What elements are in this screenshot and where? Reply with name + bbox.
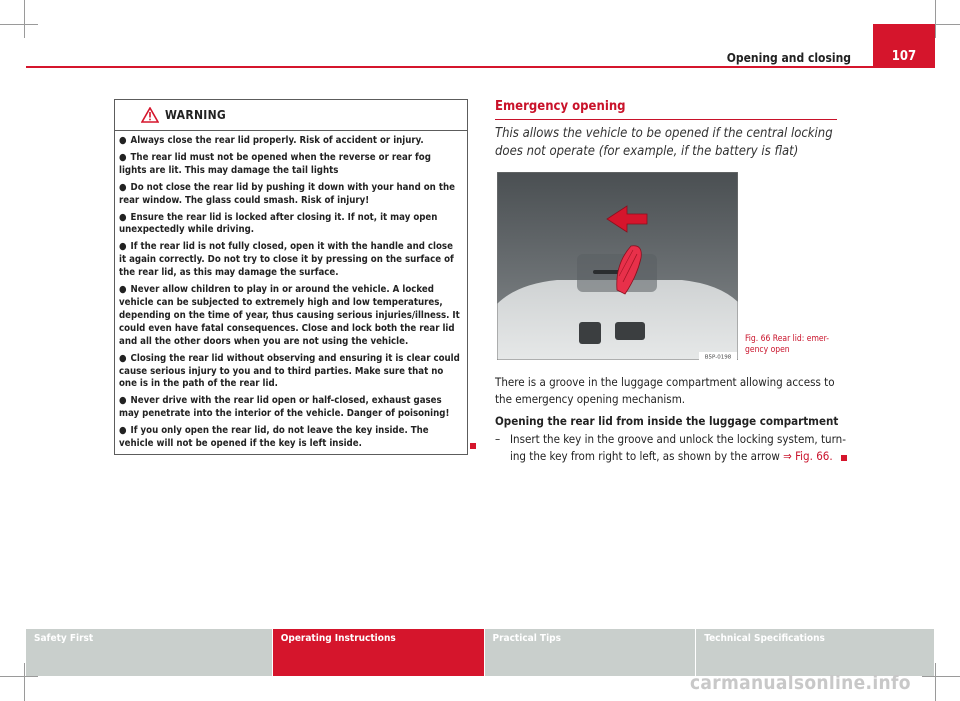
step-text: Insert the key in the groove and unlock the locking system, turn-ing the key from right to left, as shown by the arrow [510, 432, 846, 463]
header-rule [26, 66, 934, 68]
crop-mark [935, 0, 936, 38]
section-rule [495, 119, 837, 120]
warning-item: ● Never drive with the rear lid open or half-closed, exhaust gases may penetrate into the interior of the vehicle. Danger of poisoning! [119, 395, 450, 420]
tab-technical-specifications[interactable]: Technical Specifications [696, 629, 934, 676]
tab-practical-tips[interactable]: Practical Tips [485, 629, 696, 676]
crop-mark [922, 676, 960, 677]
warning-box [114, 99, 468, 455]
crop-mark [24, 0, 25, 38]
section-end-mark [841, 455, 847, 461]
crop-mark [935, 663, 936, 701]
figure-reference-link[interactable]: ⇒ Fig. 66. [783, 449, 833, 463]
warning-header [115, 100, 467, 131]
warning-item: ● Ensure the rear lid is locked after closing it. If not, it may open unexpectedly while driving. [119, 211, 438, 236]
crop-mark [0, 24, 38, 25]
tab-safety-first[interactable]: Safety First [26, 629, 272, 676]
body-paragraph: There is a groove in the luggage compartment allowing access to the emergency opening mechanism. [495, 375, 835, 406]
running-header: Opening and closing [726, 51, 851, 65]
step-dash: – [495, 432, 501, 446]
warning-title: WARNING [165, 108, 227, 122]
warning-item: ● If you only open the rear lid, do not leave the key inside. The vehicle will not be opened if the key is left inside. [119, 425, 429, 450]
section-title: Emergency opening [495, 99, 626, 114]
warning-item: ● The rear lid must not be opened when the reverse or rear fog lights are lit. This may damage the tail lights [119, 151, 431, 176]
warning-item: ● Do not close the rear lid by pushing it down with your hand on the rear window. The glass could smash. Risk of injury! [119, 181, 455, 206]
step-subheading: Opening the rear lid from inside the luggage compartment [495, 414, 839, 428]
rear-lid-emergency-figure [497, 172, 738, 360]
instruction-step [495, 431, 847, 465]
page-number: 107 [873, 24, 935, 68]
warning-list [115, 131, 467, 451]
warning-triangle-icon [141, 107, 159, 123]
tab-operating-instructions[interactable]: Operating Instructions [273, 629, 484, 676]
warning-item: ● If the rear lid is not fully closed, open it with the handle and close it again correctly. Do not try to close it by pressing on the surface of the rear lid, as this may damage the surface. [119, 241, 454, 279]
crop-mark [24, 663, 25, 701]
crop-mark [0, 676, 38, 677]
warning-item: ● Never allow children to play in or around the vehicle. A locked vehicle can be subjected to extremely high and low temperatures, depending on the time of year, thus causing serious injuries/illness. It could even have fatal consequences. Close and lock both the rear lid and all the other doors when you are not using the vehicle. [119, 284, 460, 347]
figure-caption: Fig. 66 Rear lid: emer-gency open [745, 334, 829, 355]
watermark: carmanualsonline.info [690, 672, 911, 694]
warning-item: ● Always close the rear lid properly. Risk of accident or injury. [119, 135, 424, 146]
section-intro: This allows the vehicle to be opened if the central locking does not operate (for example, if the battery is flat) [495, 126, 833, 159]
warning-end-mark [470, 443, 476, 449]
chapter-tabs [26, 629, 934, 676]
figure-code-label: B5P-0198 [704, 354, 732, 360]
warning-item: ● Closing the rear lid without observing and ensuring it is clear could cause serious injury to you and to third parties. Make sure that no one is in the path of the rear lid. [119, 352, 460, 390]
